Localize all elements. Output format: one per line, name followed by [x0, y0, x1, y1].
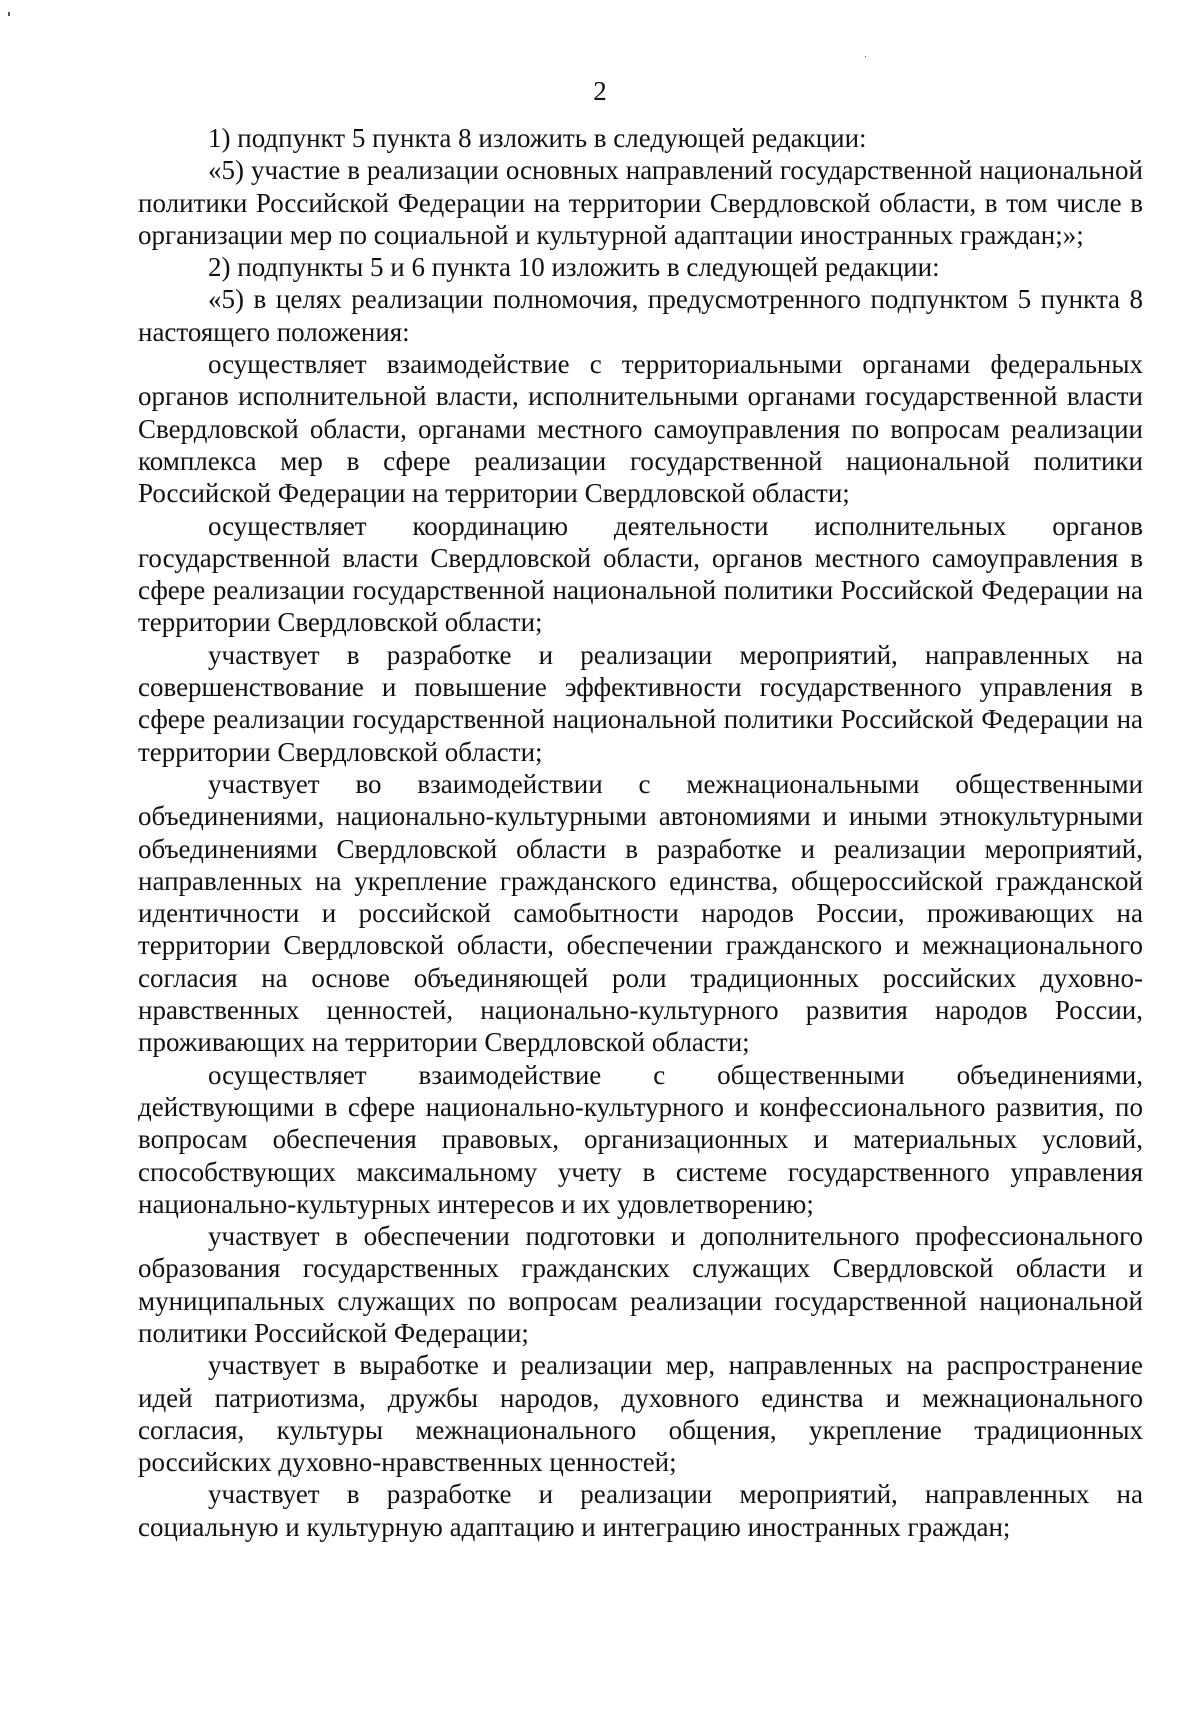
- paragraph: участвует в разработке и реализации мероприятий, направленных на совершенствование и повышение эффективности государственного управления в сфере реализации государственной национальной политики Российской Федерации на территории Свердловской области;: [138, 639, 1143, 767]
- paragraph: осуществляет координацию деятельности исполнительных органов государственной власти Свердловской области, органов местного самоуправления в сфере реализации государственной национальной политики Российской Федерации на территории Свердловской области;: [138, 510, 1143, 638]
- scan-artifact: [865, 56, 866, 57]
- paragraph: участвует в разработке и реализации мероприятий, направленных на социальную и культурную адаптацию и интеграцию иностранных граждан;: [138, 1479, 1143, 1542]
- paragraph: осуществляет взаимодействие с территориальными органами федеральных органов исполнительной власти, исполнительными органами государственной власти Свердловской области, органами местного самоуправления по вопросам реализации комплекса мер в сфере реализации государственной национальной политики Российской Федерации на территории Свердловской области;: [138, 349, 1143, 509]
- paragraph: осуществляет взаимодействие с общественными объединениями, действующими в сфере национально-культурного и конфессионального развития, по вопросам обеспечения правовых, организационных и материальных условий, способствующих максимальному учету в системе государственного управления национально-культурных интересов и их удовлетворению;: [138, 1059, 1143, 1219]
- paragraph: «5) участие в реализации основных направлений государственной национальной политики Российской Федерации на территории Свердловской области, в том числе в организации мер по социальной и культурной адаптации иностранных граждан;»;: [138, 155, 1143, 250]
- scan-artifact: [8, 12, 10, 16]
- document-body: [138, 122, 1143, 1543]
- paragraph: участвует во взаимодействии с межнациональными общественными объединениями, национально-культурными автономиями и иными этнокультурными объединениями Свердловской области в разработке и реализации мероприятий, направленных на укрепление гражданского единства, общероссийской гражданской идентичности и российской самобытности народов России, проживающих на территории Свердловской области, обеспечении гражданского и межнационального согласия на основе объединяющей роли традиционных российских духовно-нравственных ценностей, национально-культурного развития народов России, проживающих на территории Свердловской области;: [138, 768, 1143, 1058]
- paragraph: «5) в целях реализации полномочия, предусмотренного подпунктом 5 пункта 8 настоящего положения:: [138, 284, 1143, 347]
- paragraph: участвует в обеспечении подготовки и дополнительного профессионального образования государственных гражданских служащих Свердловской области и муниципальных служащих по вопросам реализации государственной национальной политики Российской Федерации;: [138, 1221, 1143, 1348]
- paragraph: 2) подпункты 5 и 6 пункта 10 изложить в следующей редакции:: [208, 252, 940, 283]
- paragraph: участвует в выработке и реализации мер, направленных на распространение идей патриотизма, дружбы народов, духовного единства и межнационального согласия, культуры межнационального общения, укрепление традиционных российских духовно-нравственных ценностей;: [138, 1350, 1143, 1478]
- page-number: 2: [593, 76, 607, 106]
- paragraph: 1) подпункт 5 пункта 8 изложить в следующей редакции:: [208, 123, 867, 153]
